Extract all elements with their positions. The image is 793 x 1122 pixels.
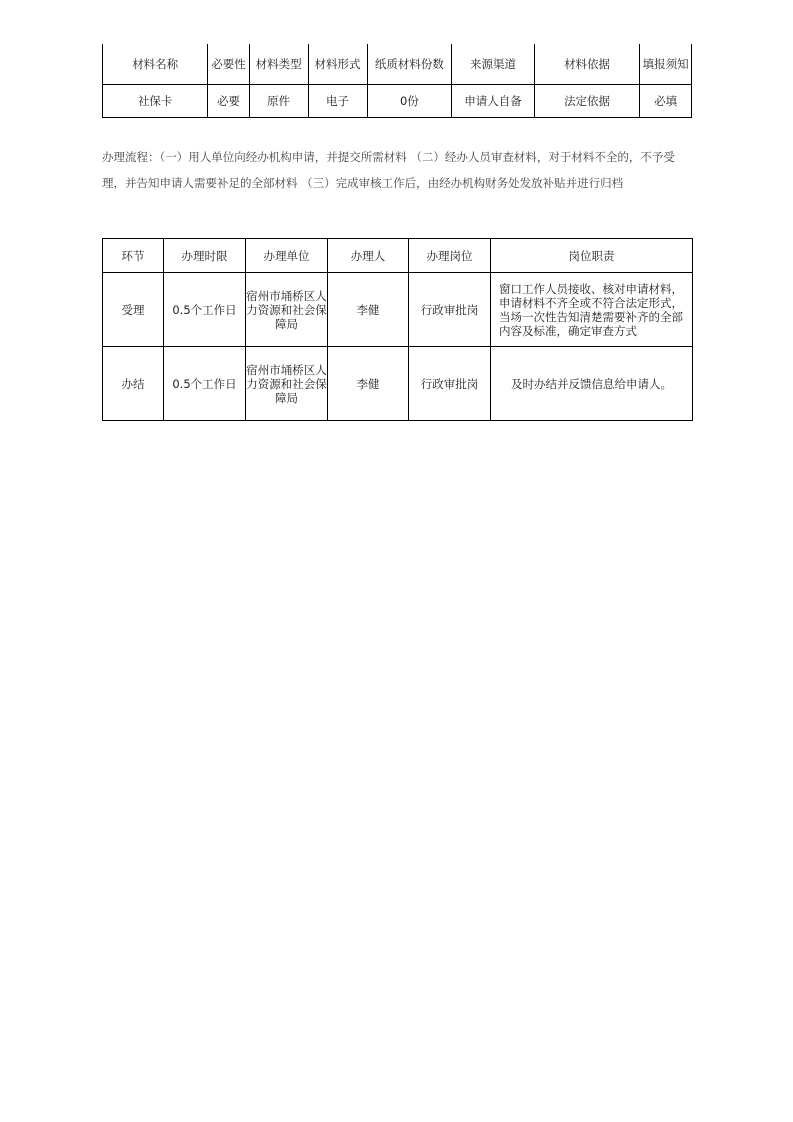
header-cell: 材料依据 [534, 44, 639, 85]
header-cell: 材料类型 [249, 44, 308, 85]
steps-header-row [103, 239, 693, 273]
header-cell: 办理时限 [164, 239, 246, 273]
table-cell: 必填 [640, 85, 692, 118]
table-cell: 必要 [208, 85, 249, 118]
header-cell: 纸质材料份数 [367, 44, 452, 85]
table-cell: 宿州市埇桥区人力资源和社会保障局 [246, 347, 328, 421]
table-cell: 电子 [308, 85, 367, 118]
header-cell: 填报须知 [640, 44, 692, 85]
steps-table [102, 238, 693, 421]
table-cell: 0份 [367, 85, 452, 118]
table-cell: 李健 [328, 347, 409, 421]
header-cell: 岗位职责 [491, 239, 693, 273]
table-cell: 行政审批岗 [409, 273, 491, 347]
header-cell: 办理岗位 [409, 239, 491, 273]
table-cell: 0.5个工作日 [164, 347, 246, 421]
materials-table [102, 44, 692, 118]
table-row [103, 85, 692, 118]
table-cell: 行政审批岗 [409, 347, 491, 421]
table-cell: 李健 [328, 273, 409, 347]
table-cell: 办结 [103, 347, 164, 421]
table-row [103, 347, 693, 421]
table-cell: 申请人自备 [452, 85, 535, 118]
table-cell: 社保卡 [103, 85, 208, 118]
table-cell: 及时办结并反馈信息给申请人。 [491, 347, 693, 421]
table-cell: 受理 [103, 273, 164, 347]
header-cell: 必要性 [208, 44, 249, 85]
header-cell: 来源渠道 [452, 44, 535, 85]
header-cell: 材料名称 [103, 44, 208, 85]
table-cell: 原件 [249, 85, 308, 118]
materials-header-row [103, 44, 692, 85]
header-cell: 环节 [103, 239, 164, 273]
table-cell: 0.5个工作日 [164, 273, 246, 347]
header-cell: 材料形式 [308, 44, 367, 85]
process-description: 办理流程：（一）用人单位向经办机构申请，并提交所需材料 （二）经办人员审查材料，对于材料不全的，不予受理，并告知申请人需要补足的全部材料 （三）完成审核工作后，由经办机构财务处发放补贴并进行归档 [102, 150, 675, 190]
table-cell: 窗口工作人员接收、核对申请材料，申请材料不齐全或不符合法定形式，当场一次性告知清楚需要补齐的全部内容及标准，确定审查方式 [491, 273, 693, 347]
table-cell: 宿州市埇桥区人力资源和社会保障局 [246, 273, 328, 347]
table-row [103, 273, 693, 347]
header-cell: 办理人 [328, 239, 409, 273]
header-cell: 办理单位 [246, 239, 328, 273]
table-cell: 法定依据 [534, 85, 639, 118]
